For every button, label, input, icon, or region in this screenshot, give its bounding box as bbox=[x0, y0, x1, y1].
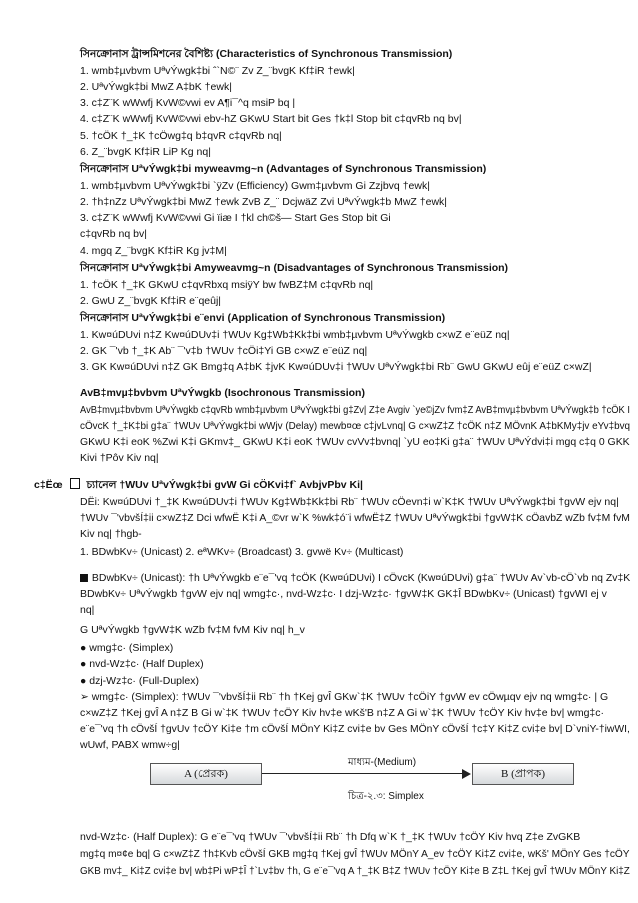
section-heading-application: সিনক্রোনাস UªvÝwgk‡bi e¨envi (Application of Synchronous Transmission) bbox=[80, 312, 446, 324]
paragraph-line: Kiv nq| †hgb- bbox=[80, 528, 142, 540]
sender-label: A (প্রেরক) bbox=[184, 767, 228, 780]
section-heading-isochronous: AvB‡mvµ‡bvbvm UªvÝwgkb (Isochronous Transmission) bbox=[80, 387, 365, 399]
list-item: c‡qvRb nq bv| bbox=[80, 228, 147, 240]
heading-text: সিনক্রোনাস ট্রান্সমিশনের বৈশিষ্ট্য (Characteristics of Synchronous Transmission) bbox=[80, 48, 453, 60]
receiver-box bbox=[472, 763, 574, 785]
sender-box bbox=[150, 763, 262, 785]
list-item: 1. wmb‡µvbvm UªvÝwgk‡bi ˆ`N©¨ Zv Z_¨bvgK Kf‡iR †ewk| bbox=[80, 65, 355, 77]
list-item: 2. GK ¯'vb †_‡K Ab¨ ¯'v‡b †WUv †cÖi‡Yi GB c×wZ e¨eüZ nq| bbox=[80, 345, 368, 357]
paragraph-line: e¨e¯'vq †h cÖvšÍ †gvUv †cÖY Ki‡e †m cÖvšÍ MÖnY Ki‡Z cvi‡e bv Ges MÖnY cÖvšÍ †c‡Y Ki‡Z cvi‡e bv| D`vniY-†iwWI, bbox=[80, 723, 630, 735]
paragraph-line: c×wZ‡Z †Kej gvÎ A n‡Z B Gi w`‡K †WUv †cÖY Kiv hv‡e wKš'B n‡Z A Gi w`‡K †WUv †cÖY Kiv hv‡e bv| wmg‡c· bbox=[80, 707, 604, 719]
list-item: 3. c‡Z¨K wWwfj KvW©vwi Gi ïiæ I †kl ch©š— Start Ges Stop bit Gi bbox=[80, 212, 391, 224]
list-item: 2. †h‡nZz UªvÝwgk‡bi MwZ †ewk ZvB Z_¨ DcjwäZ Zvi UªvÝwgk‡b MwZ †ewk| bbox=[80, 196, 448, 208]
question-text: চ্যানেল †WUv UªvÝwgk‡bi gvW Gi cÖKvi‡f` AvbjvPbv Ki| bbox=[86, 479, 363, 491]
paragraph-line: mg‡q m¤¢e bq| G c×wZ‡Z †h‡Kvb cÖvšÍ GKB mg‡q †Kej gvÎ †WUv MÖnY A_ev †cÖY Ki‡Z cvi‡e, wKš' MÖnY Ges †cÖY bbox=[80, 848, 630, 860]
section-heading-advantages: সিনক্রোনাস UªvÝwgk‡bi myweavmg~n (Advantages of Synchronous Transmission) bbox=[80, 163, 487, 175]
paragraph-line: DËi: Kw¤úDUvi †_‡K Kw¤úDUv‡i †WUv Kg‡Wb‡Kk‡bi Rb¨ †WUv cÖevn‡i w`K‡K †WUv UªvÝwgk‡bi †gvW ejv nq| bbox=[80, 496, 619, 508]
paragraph-line: AvB‡mvµ‡bvbvm UªvÝwgkb c‡qvRb wmb‡µvbvm UªvÝwgk‡bi g‡Zv| Z‡e Avgiv `ye©jZv fvm‡Z AvB‡mvµ‡bvbvm UªvÝwgk‡b †cÖK I bbox=[80, 404, 630, 416]
paragraph-line bbox=[80, 572, 630, 585]
paragraph-line: GKwU K‡i eoK %Zwi K‡i GKmv‡_ GKwU K‡i eoK †WUv cvVv‡bvnq| `yU eo‡Ki g‡a¨ †WUv UªvÝdvi‡i mgq c‡q 0 GKK bbox=[80, 436, 630, 448]
paragraph-line: wUwf, PABX wmw÷g| bbox=[80, 739, 180, 751]
checkbox-glyph-icon bbox=[70, 478, 80, 489]
list-item: 4. c‡Z¨K wWwfj KvW©vwi ebv-hZ GKwU Start bit Ges †k‡l Stop bit c‡qvRb nq bv| bbox=[80, 113, 462, 125]
question-heading bbox=[34, 478, 363, 492]
paragraph-text: BDwbKv÷ (Unicast): †h UªvÝwgkb e¨e¯'vq †cÖK (Kw¤úDUvi) I cÖvcK (Kw¤úDUvi) g‡a¨ †WUv Av`vb-cÖ`vb nq Zv‡K bbox=[91, 572, 631, 584]
list-item: ● dzj-Wz‡c· (Full-Duplex) bbox=[80, 675, 199, 687]
simplex-diagram bbox=[150, 757, 545, 820]
list-item: ● nvd-Wz‡c· (Half Duplex) bbox=[80, 658, 204, 670]
list-item: ● wmg‡c· (Simplex) bbox=[80, 642, 174, 654]
arrow-head-icon bbox=[462, 769, 471, 779]
direction-arrow bbox=[262, 773, 462, 774]
list-item: 5. †cÖK †_‡K †cÖwg‡q b‡qvR c‡qvRb nq| bbox=[80, 130, 282, 142]
square-bullet-icon bbox=[80, 574, 88, 582]
paragraph-line: G UªvÝwgkb †gvW‡K wZb fv‡M fvM Kiv nq| h_v bbox=[80, 624, 305, 636]
paragraph-line: Kivi †Pôv Kiv nq| bbox=[80, 452, 159, 464]
paragraph-line: †WUv ¯'vbvšÍ‡ii c×wZ‡Z Dci wfwË K‡i A_©vr w`K %wk‡ó¨i wfwË‡Z †WUv UªvÝwgk‡bi †gvW‡K cÖavbZ wZb fv‡M fvM bbox=[80, 512, 630, 524]
list-item: 1. †cÖK †_‡K GKwU c‡qvRbxq msiÿY bw fwBZ‡M c‡qvRb nq| bbox=[80, 279, 374, 291]
list-item: 3. c‡Z¨K wWwfj KvW©vwi ev A¶i¯^q msiP bq | bbox=[80, 97, 296, 109]
paragraph-line: ➢ wmg‡c· (Simplex): †WUv ¯'vbvšÍ‡ii Rb¨ †h †Kej gvÎ GKw`‡K †WUv †cÖiY †gvW ev cÖwµqv ejv nq wmg‡c· | G bbox=[80, 691, 609, 703]
paragraph-line: cÖvcK †_‡K‡bi g‡a¨ †WUv UªvÝwgk‡bi wWjv (Delay) mewb¤œ c‡jvLvnq| G c×wZ‡Z †cÖK n‡Z MÖvnK A‡bKMy‡jv eYv‡bvq bbox=[80, 420, 631, 432]
figure-caption: চিত্র-২.৩: Simplex bbox=[348, 791, 424, 802]
list-item: 4. mgq Z_¨bvgK Kf‡iR Kg jv‡M| bbox=[80, 245, 227, 257]
question-label: c‡Ëœ bbox=[34, 479, 63, 491]
list-item: 1. Kw¤úDUvi n‡Z Kw¤úDUv‡i †WUv Kg‡Wb‡Kk‡bi wmb‡µvbvm UªvÝwgkb c×wZ e¨eüZ nq| bbox=[80, 329, 510, 341]
paragraph-line: GKB mv‡_ Ki‡Z cvi‡e bv| wb‡Pi wP‡Î †`Lv‡bv †h, G e¨e¯'vq A †_‡K B‡Z †WUv †cÖY Ki‡e B Z‡L †Kej gvÎ †WUv MÖnY Ki‡Z bbox=[80, 865, 630, 877]
paragraph-line: BDwbKv÷ UªvÝwgkb †gvW ejv nq| wmg‡c·, nvd-Wz‡c· I dzj-Wz‡c· †gvW‡K GK‡Î BDwbKv÷ (Unicast) †gvWI ej v bbox=[80, 588, 607, 600]
section-heading-disadvantages: সিনক্রোনাস UªvÝwgk‡bi Amyweavmg~n (Disadvantages of Synchronous Transmission) bbox=[80, 262, 509, 274]
paragraph-line: nq| bbox=[80, 604, 95, 616]
list-item: 3. GK Kw¤úDUvi n‡Z GK Bmg‡q A‡bK ‡jvK Kw¤úDUv‡i †WUv UªvÝwgk‡bi Rb¨ GwU GKwU eûj e¨eüZ c×wZ| bbox=[80, 361, 592, 373]
mode-list: 1. BDwbKv÷ (Unicast) 2. eªWKv÷ (Broadcast) 3. gvwë Kv÷ (Multicast) bbox=[80, 546, 404, 558]
paragraph-line: nvd-Wz‡c· (Half Duplex): G e¨e¯'vq †WUv ¯'vbvšÍ‡ii Rb¨ †h Dfq w`K †_‡K †WUv †cÖY Kiv hvq Z‡e ZvGKB bbox=[80, 831, 581, 843]
list-item: 6. Z_¨bvgK Kf‡iR LiP Kg nq| bbox=[80, 146, 211, 158]
medium-label: মাধ্যম-(Medium) bbox=[348, 757, 417, 768]
section-heading-characteristics bbox=[80, 48, 452, 61]
list-item: 2. GwU Z_¨bvgK Kf‡iR e¨qeûj| bbox=[80, 295, 222, 307]
list-item: 1. wmb‡µvbvm UªvÝwgk‡bi `ÿZv (Efficiency) Gwm‡µvbvm Gi Zzjbvq †ewk| bbox=[80, 180, 430, 192]
list-item: 2. UªvÝwgk‡bi MwZ A‡bK †ewk| bbox=[80, 81, 232, 93]
receiver-label: B (প্রাপক) bbox=[501, 767, 545, 780]
